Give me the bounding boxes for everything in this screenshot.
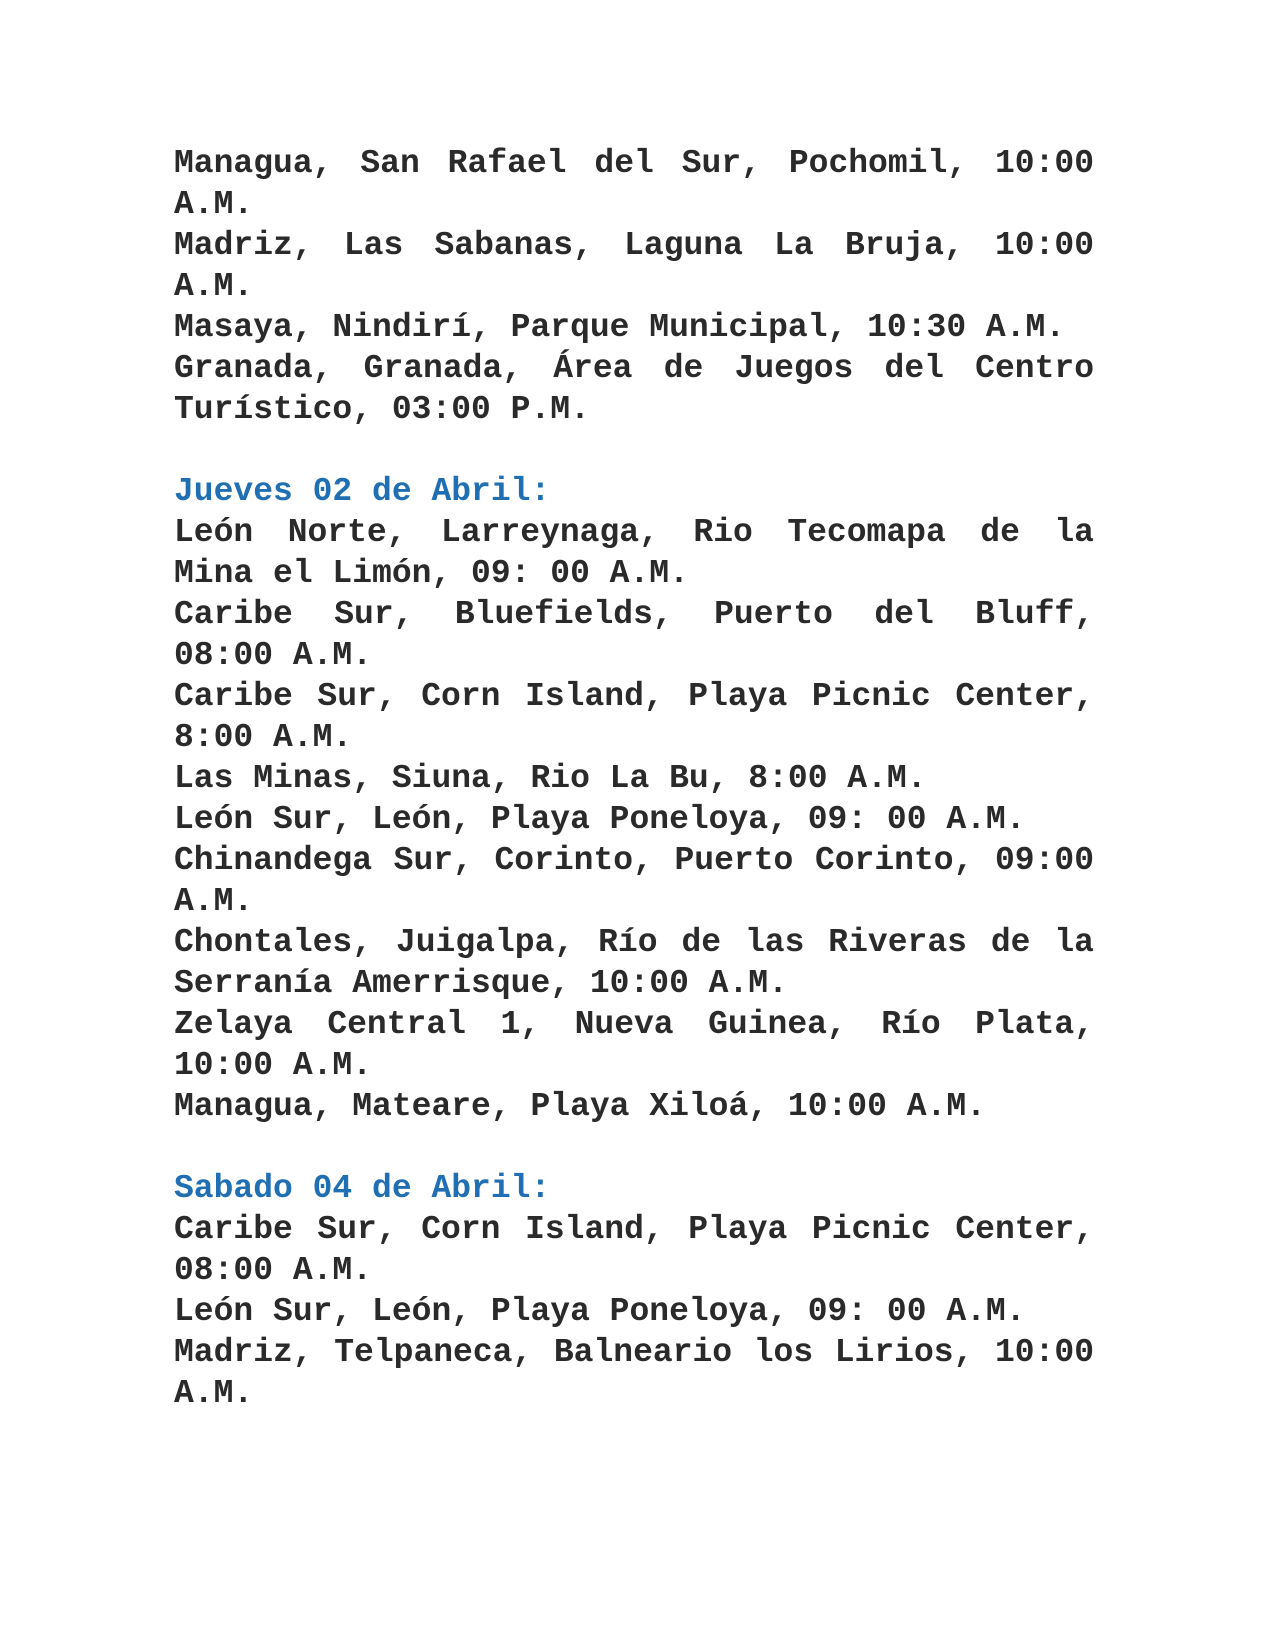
schedule-entry: Madriz, Telpaneca, Balneario los Lirios, 10:00 A.M. [174,1334,1094,1412]
schedule-entry: Zelaya Central 1, Nueva Guinea, Río Plata, 10:00 A.M. [174,1006,1094,1084]
document-page [174,143,1094,1414]
section-spacer [174,430,1094,471]
schedule-entry: Madriz, Las Sabanas, Laguna La Bruja, 10:00 A.M. [174,227,1094,305]
schedule-entry: Granada, Granada, Área de Juegos del Centro Turístico, 03:00 P.M. [174,350,1094,428]
schedule-entry: León Norte, Larreynaga, Rio Tecomapa de la Mina el Limón, 09: 00 A.M. [174,514,1094,592]
schedule-entry: Chinandega Sur, Corinto, Puerto Corinto, 09:00 A.M. [174,842,1094,920]
schedule-entry: Chontales, Juigalpa, Río de las Riveras de la Serranía Amerrisque, 10:00 A.M. [174,924,1094,1002]
schedule-entry: Managua, Mateare, Playa Xiloá, 10:00 A.M. [174,1088,986,1125]
schedule-entry: Masaya, Nindirí, Parque Municipal, 10:30 A.M. [174,309,1066,346]
section-heading-saturday: Sabado 04 de Abril: [174,1170,551,1207]
schedule-entry: León Sur, León, Playa Poneloya, 09: 00 A.M. [174,801,1026,838]
section-heading-thursday: Jueves 02 de Abril: [174,473,551,510]
schedule-entry: Managua, San Rafael del Sur, Pochomil, 10:00 A.M. [174,145,1094,223]
section-spacer [174,1127,1094,1168]
schedule-entry: León Sur, León, Playa Poneloya, 09: 00 A.M. [174,1293,1026,1330]
schedule-entry: Caribe Sur, Corn Island, Playa Picnic Center, 8:00 A.M. [174,678,1094,756]
schedule-entry: Caribe Sur, Bluefields, Puerto del Bluff, 08:00 A.M. [174,596,1094,674]
schedule-entry: Caribe Sur, Corn Island, Playa Picnic Center, 08:00 A.M. [174,1211,1094,1289]
schedule-entry: Las Minas, Siuna, Rio La Bu, 8:00 A.M. [174,760,927,797]
